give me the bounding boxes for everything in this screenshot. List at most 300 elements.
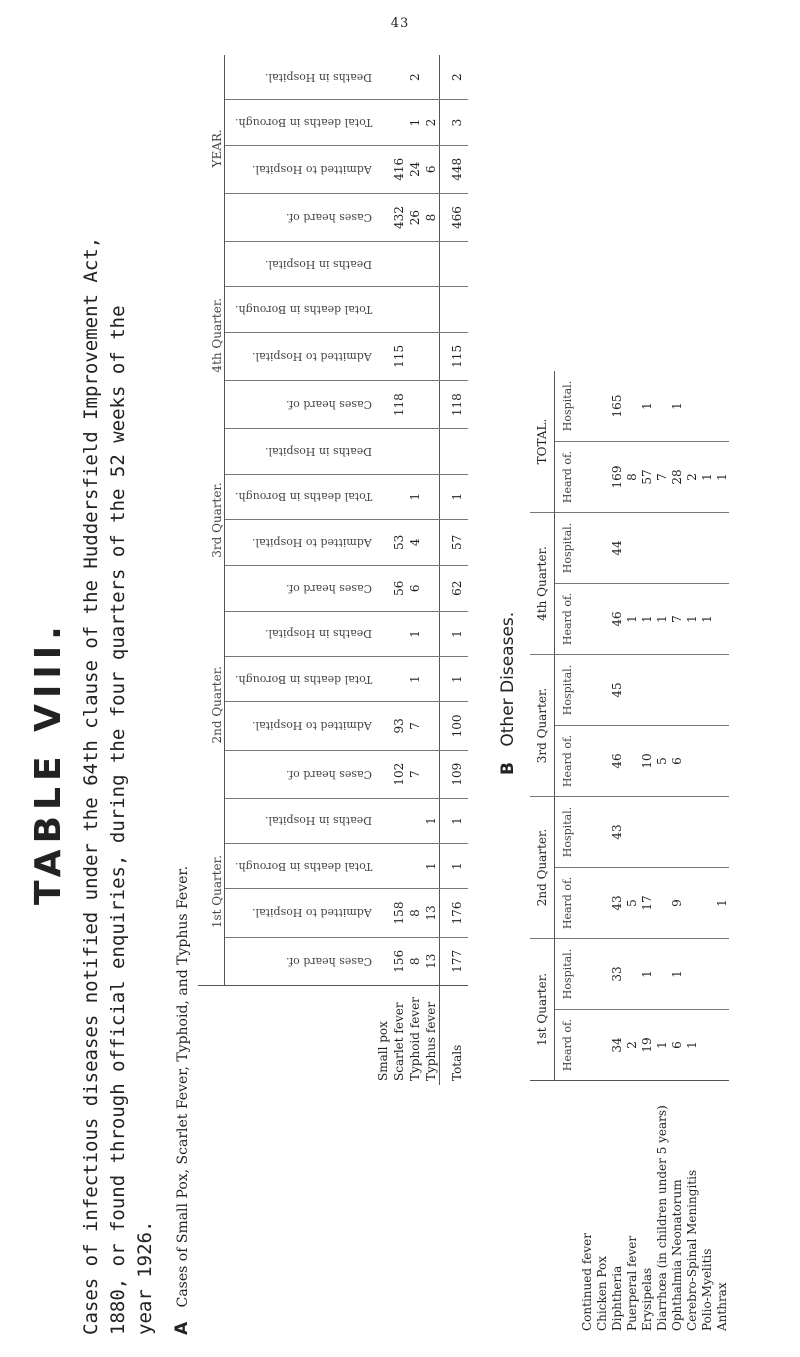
- table-cell: 1: [440, 474, 469, 519]
- column-header: Heard of.: [555, 1010, 580, 1081]
- column-header: [225, 657, 376, 702]
- table-cell: 1: [423, 798, 440, 843]
- table-cell: [579, 726, 594, 797]
- table-cell: 1: [699, 442, 714, 513]
- table-cell: [654, 513, 669, 584]
- table-cell: 115: [440, 332, 469, 380]
- table-cell: 115: [391, 332, 407, 380]
- table-cell: [594, 513, 609, 584]
- column-header: [225, 193, 376, 241]
- column-header: [225, 287, 376, 332]
- table-cell: 3: [440, 100, 469, 145]
- table-cell: [375, 429, 391, 474]
- table-cell: [423, 611, 440, 656]
- table-a: [198, 55, 468, 1085]
- table-cell: [375, 55, 391, 100]
- row-label: Typhoid fever: [407, 985, 423, 1085]
- table-cell: [654, 371, 669, 442]
- table-cell: 13: [423, 889, 440, 937]
- table-cell: [579, 655, 594, 726]
- column-header: Heard of.: [555, 726, 580, 797]
- table-cell: [391, 287, 407, 332]
- table-cell: [639, 513, 654, 584]
- row-label: Puerperal fever: [624, 1081, 639, 1336]
- table-row: [684, 371, 699, 1335]
- table-cell: [714, 726, 729, 797]
- table-cell: 5: [654, 726, 669, 797]
- column-header: Hospital.: [555, 939, 580, 1010]
- table-cell: [579, 1010, 594, 1081]
- column-header-label: Admitted to Hospital.: [252, 162, 372, 176]
- group-header: 3rd Quarter.: [530, 655, 555, 797]
- table-cell: [423, 474, 440, 519]
- heading-line: 1880, or found through official enquiries, during the four quarters of the 52 weeks of the: [107, 305, 129, 1335]
- table-cell: 53: [391, 519, 407, 565]
- row-label: Diphtheria: [609, 1081, 624, 1336]
- table-row: [714, 371, 729, 1335]
- row-label: Continued fever: [579, 1081, 594, 1336]
- group-header: 3rd Quarter.: [198, 429, 225, 611]
- table-cell: 100: [440, 702, 469, 750]
- column-header: [225, 889, 376, 937]
- column-header: Hospital.: [555, 655, 580, 726]
- table-cell: [699, 1010, 714, 1081]
- table-cell: 93: [391, 702, 407, 750]
- row-label: Chicken Pox: [594, 1081, 609, 1336]
- column-header: [225, 750, 376, 798]
- table-cell: [423, 657, 440, 702]
- table-cell: 102: [391, 750, 407, 798]
- column-header-label: Deaths in Hospital.: [264, 814, 372, 828]
- table-cell: [624, 513, 639, 584]
- table-cell: [423, 750, 440, 798]
- table-cell: [375, 381, 391, 429]
- table-cell: 1: [440, 657, 469, 702]
- column-header-label: Cases heard of.: [285, 954, 372, 968]
- table-cell: 177: [440, 937, 469, 985]
- row-label: Typhus fever: [423, 985, 440, 1085]
- table-cell: 56: [391, 565, 407, 611]
- table-cell: [579, 797, 594, 868]
- table-cell: 8: [407, 889, 423, 937]
- table-cell: 1: [669, 939, 684, 1010]
- table-cell: [594, 939, 609, 1010]
- table-cell: [714, 513, 729, 584]
- row-label: Ophthalmia Neonatorum: [669, 1081, 684, 1336]
- table-cell: 1: [639, 584, 654, 655]
- table-cell: 43: [609, 797, 624, 868]
- table-cell: 1: [407, 100, 423, 145]
- table-cell: 13: [423, 937, 440, 985]
- table-cell: [391, 100, 407, 145]
- table-cell: [579, 584, 594, 655]
- table-cell: [624, 655, 639, 726]
- table-cell: [423, 242, 440, 287]
- table-cell: [624, 797, 639, 868]
- column-header-label: Deaths in Hospital.: [264, 257, 372, 271]
- heading: [78, 55, 159, 1335]
- table-cell: [684, 939, 699, 1010]
- table-cell: 45: [609, 655, 624, 726]
- totals-row: [440, 55, 469, 1085]
- table-cell: [440, 429, 469, 474]
- table-cell: [423, 429, 440, 474]
- column-header-label: Cases heard of.: [285, 211, 372, 225]
- table-cell: [594, 371, 609, 442]
- column-header: [225, 565, 376, 611]
- table-cell: [624, 939, 639, 1010]
- table-cell: 1: [699, 584, 714, 655]
- table-cell: [714, 584, 729, 655]
- table-row: [594, 371, 609, 1335]
- table-row: [669, 371, 684, 1335]
- table-cell: [639, 655, 654, 726]
- table-cell: [579, 442, 594, 513]
- column-header: [225, 100, 376, 145]
- table-cell: [391, 474, 407, 519]
- table-cell: [579, 939, 594, 1010]
- section-letter: A: [172, 1321, 192, 1335]
- table-cell: 1: [624, 584, 639, 655]
- table-cell: [375, 332, 391, 380]
- row-label: Totals: [440, 985, 469, 1085]
- table-cell: 46: [609, 584, 624, 655]
- table-cell: 24: [407, 145, 423, 193]
- table-cell: [440, 287, 469, 332]
- section-letter: B: [498, 762, 518, 775]
- column-header-label: Total deaths in Borough.: [234, 859, 372, 873]
- group-header: TOTAL.: [530, 371, 555, 513]
- column-header-label: Total deaths in Borough.: [234, 116, 372, 130]
- table-cell: [579, 868, 594, 939]
- column-header-label: Admitted to Hospital.: [252, 535, 372, 549]
- table-cell: [375, 100, 391, 145]
- table-cell: [375, 798, 391, 843]
- table-cell: [375, 750, 391, 798]
- column-header-label: Total deaths in Borough.: [234, 303, 372, 317]
- header-corner: [530, 1081, 579, 1336]
- column-header-label: Deaths in Hospital.: [264, 627, 372, 641]
- column-header: [225, 55, 376, 100]
- column-header: [225, 519, 376, 565]
- group-header: 4th Quarter.: [530, 513, 555, 655]
- table-row: [699, 371, 714, 1335]
- table-cell: 7: [407, 750, 423, 798]
- table-cell: [375, 193, 391, 241]
- column-header: Heard of.: [555, 442, 580, 513]
- table-cell: [391, 798, 407, 843]
- table-cell: [375, 474, 391, 519]
- table-cell: 118: [440, 381, 469, 429]
- table-row: [624, 371, 639, 1335]
- table-cell: [684, 797, 699, 868]
- table-cell: [407, 844, 423, 889]
- table-cell: 6: [669, 726, 684, 797]
- table-cell: [391, 844, 407, 889]
- table-row: [579, 371, 594, 1335]
- section-b-caption: [498, 612, 518, 775]
- table-cell: [699, 655, 714, 726]
- table-cell: 34: [609, 1010, 624, 1081]
- table-row: [654, 371, 669, 1335]
- table-cell: 6: [423, 145, 440, 193]
- group-header: 1st Quarter.: [530, 939, 555, 1081]
- table-cell: 2: [440, 55, 469, 100]
- table-cell: [423, 332, 440, 380]
- column-header: Hospital.: [555, 513, 580, 584]
- table-title: TABLE VIII.: [28, 620, 69, 905]
- table-cell: [594, 655, 609, 726]
- column-header-label: Total deaths in Borough.: [234, 672, 372, 686]
- table-cell: [714, 1010, 729, 1081]
- table-cell: [423, 55, 440, 100]
- table-cell: [654, 655, 669, 726]
- table-cell: [375, 844, 391, 889]
- table-cell: 2: [423, 100, 440, 145]
- table-cell: 6: [669, 1010, 684, 1081]
- table-cell: [639, 797, 654, 868]
- table-cell: 1: [639, 371, 654, 442]
- table-cell: [714, 939, 729, 1010]
- table-cell: 1: [684, 584, 699, 655]
- table-cell: [594, 797, 609, 868]
- table-cell: [391, 611, 407, 656]
- table-cell: 8: [423, 193, 440, 241]
- group-header: 1st Quarter.: [198, 798, 225, 985]
- table-cell: [375, 145, 391, 193]
- table-cell: [624, 726, 639, 797]
- table-cell: 10: [639, 726, 654, 797]
- column-header: [225, 381, 376, 429]
- column-header: [225, 242, 376, 287]
- table-row: [639, 371, 654, 1335]
- table-cell: 4: [407, 519, 423, 565]
- table-cell: 9: [669, 868, 684, 939]
- table-cell: 1: [684, 1010, 699, 1081]
- column-header-label: Deaths in Hospital.: [264, 70, 372, 84]
- column-header: [225, 702, 376, 750]
- column-header-label: Admitted to Hospital.: [252, 906, 372, 920]
- table-cell: 44: [609, 513, 624, 584]
- table-row: [609, 371, 624, 1335]
- column-header-label: Admitted to Hospital.: [252, 349, 372, 363]
- column-header-label: Cases heard of.: [285, 398, 372, 412]
- table-cell: [423, 519, 440, 565]
- table-cell: [407, 332, 423, 380]
- column-header-label: Deaths in Hospital.: [264, 444, 372, 458]
- column-header: Heard of.: [555, 868, 580, 939]
- table-cell: [714, 371, 729, 442]
- table-row: [391, 55, 407, 1085]
- table-cell: 1: [407, 657, 423, 702]
- table-cell: [594, 442, 609, 513]
- column-header: [225, 937, 376, 985]
- column-header-label: Total deaths in Borough.: [234, 490, 372, 504]
- row-label: Polio-Myelitis: [699, 1081, 714, 1336]
- row-label: Cerebro-Spinal Meningitis: [684, 1081, 699, 1336]
- row-label: Scarlet fever: [391, 985, 407, 1085]
- table-cell: [579, 371, 594, 442]
- table-cell: [699, 868, 714, 939]
- table-cell: [699, 797, 714, 868]
- table-a-body: [375, 55, 468, 1085]
- rotated-page: [30, 55, 790, 1335]
- group-header: 2nd Quarter.: [198, 611, 225, 798]
- table-cell: 1: [669, 371, 684, 442]
- table-cell: 118: [391, 381, 407, 429]
- table-cell: [391, 55, 407, 100]
- table-cell: [594, 726, 609, 797]
- table-cell: 1: [654, 584, 669, 655]
- table-cell: 19: [639, 1010, 654, 1081]
- page-number: 43: [390, 16, 410, 31]
- table-cell: 2: [407, 55, 423, 100]
- table-cell: [669, 797, 684, 868]
- table-cell: 1: [440, 798, 469, 843]
- table-cell: [375, 242, 391, 287]
- column-header-label: Cases heard of.: [285, 581, 372, 595]
- column-header: Hospital.: [555, 371, 580, 442]
- subheader-row: [225, 55, 376, 1085]
- table-cell: [407, 287, 423, 332]
- table-cell: [407, 381, 423, 429]
- table-row: [423, 55, 440, 1085]
- table-cell: [654, 939, 669, 1010]
- table-cell: [407, 798, 423, 843]
- table-cell: 1: [639, 939, 654, 1010]
- table-cell: 466: [440, 193, 469, 241]
- table-cell: [375, 565, 391, 611]
- table-cell: [375, 657, 391, 702]
- table-cell: 8: [407, 937, 423, 985]
- table-cell: [699, 371, 714, 442]
- table-cell: 26: [407, 193, 423, 241]
- table-cell: 6: [407, 565, 423, 611]
- table-cell: 165: [609, 371, 624, 442]
- column-header-label: Cases heard of.: [285, 767, 372, 781]
- table-cell: [423, 381, 440, 429]
- table-cell: 28: [669, 442, 684, 513]
- table-cell: [594, 584, 609, 655]
- table-cell: [714, 655, 729, 726]
- table-cell: [684, 513, 699, 584]
- table-cell: [594, 868, 609, 939]
- table-cell: [699, 726, 714, 797]
- row-label: Anthrax: [714, 1081, 729, 1336]
- table-cell: 109: [440, 750, 469, 798]
- table-b-body: [579, 371, 729, 1335]
- table-cell: [594, 1010, 609, 1081]
- table-cell: 17: [639, 868, 654, 939]
- table-cell: [654, 797, 669, 868]
- table-cell: 1: [440, 844, 469, 889]
- table-cell: [669, 513, 684, 584]
- table-cell: [407, 242, 423, 287]
- table-cell: 8: [624, 442, 639, 513]
- table-cell: [684, 371, 699, 442]
- column-header: [225, 844, 376, 889]
- header-corner: [198, 985, 375, 1085]
- table-cell: [699, 513, 714, 584]
- table-cell: [624, 371, 639, 442]
- table-cell: [440, 242, 469, 287]
- table-cell: [423, 565, 440, 611]
- table-cell: [391, 657, 407, 702]
- group-header: YEAR.: [198, 55, 225, 242]
- table-cell: [375, 937, 391, 985]
- group-header: 4th Quarter.: [198, 242, 225, 429]
- row-label: Erysipelas: [639, 1081, 654, 1336]
- column-header: Heard of.: [555, 584, 580, 655]
- table-cell: 169: [609, 442, 624, 513]
- table-cell: 176: [440, 889, 469, 937]
- section-caption: Other Diseases.: [498, 611, 518, 747]
- table-cell: 62: [440, 565, 469, 611]
- table-cell: 1: [440, 611, 469, 656]
- column-header: [225, 145, 376, 193]
- table-cell: [375, 611, 391, 656]
- table-cell: 156: [391, 937, 407, 985]
- table-cell: 57: [440, 519, 469, 565]
- table-cell: 33: [609, 939, 624, 1010]
- table-row: [407, 55, 423, 1085]
- table-cell: [654, 868, 669, 939]
- column-header: [225, 429, 376, 474]
- table-cell: 57: [639, 442, 654, 513]
- table-cell: 7: [669, 584, 684, 655]
- table-cell: 1: [654, 1010, 669, 1081]
- table-cell: [423, 702, 440, 750]
- table-cell: [699, 939, 714, 1010]
- table-cell: 1: [714, 868, 729, 939]
- table-cell: [669, 655, 684, 726]
- table-cell: 448: [440, 145, 469, 193]
- table-cell: [423, 287, 440, 332]
- table-cell: [684, 726, 699, 797]
- column-header-label: Admitted to Hospital.: [252, 719, 372, 733]
- table-cell: 7: [407, 702, 423, 750]
- heading-line: year 1926.: [134, 1220, 156, 1335]
- row-label: Diarrhœa (in children under 5 years): [654, 1081, 669, 1336]
- table-b: [530, 371, 729, 1335]
- table-cell: 432: [391, 193, 407, 241]
- column-header: [225, 611, 376, 656]
- table-cell: [375, 519, 391, 565]
- table-cell: [684, 868, 699, 939]
- column-header: [225, 332, 376, 380]
- table-cell: [714, 797, 729, 868]
- table-cell: 1: [423, 844, 440, 889]
- table-cell: 2: [624, 1010, 639, 1081]
- group-header: 2nd Quarter.: [530, 797, 555, 939]
- table-cell: [375, 702, 391, 750]
- table-cell: 158: [391, 889, 407, 937]
- table-cell: 1: [407, 611, 423, 656]
- table-cell: [407, 429, 423, 474]
- column-header: [225, 474, 376, 519]
- column-header: Hospital.: [555, 797, 580, 868]
- table-cell: 1: [407, 474, 423, 519]
- table-cell: 7: [654, 442, 669, 513]
- table-cell: 43: [609, 868, 624, 939]
- table-cell: [579, 513, 594, 584]
- table-row: [375, 55, 391, 1085]
- table-cell: 5: [624, 868, 639, 939]
- row-label: Small pox: [375, 985, 391, 1085]
- table-cell: [684, 655, 699, 726]
- table-cell: 46: [609, 726, 624, 797]
- table-cell: [391, 429, 407, 474]
